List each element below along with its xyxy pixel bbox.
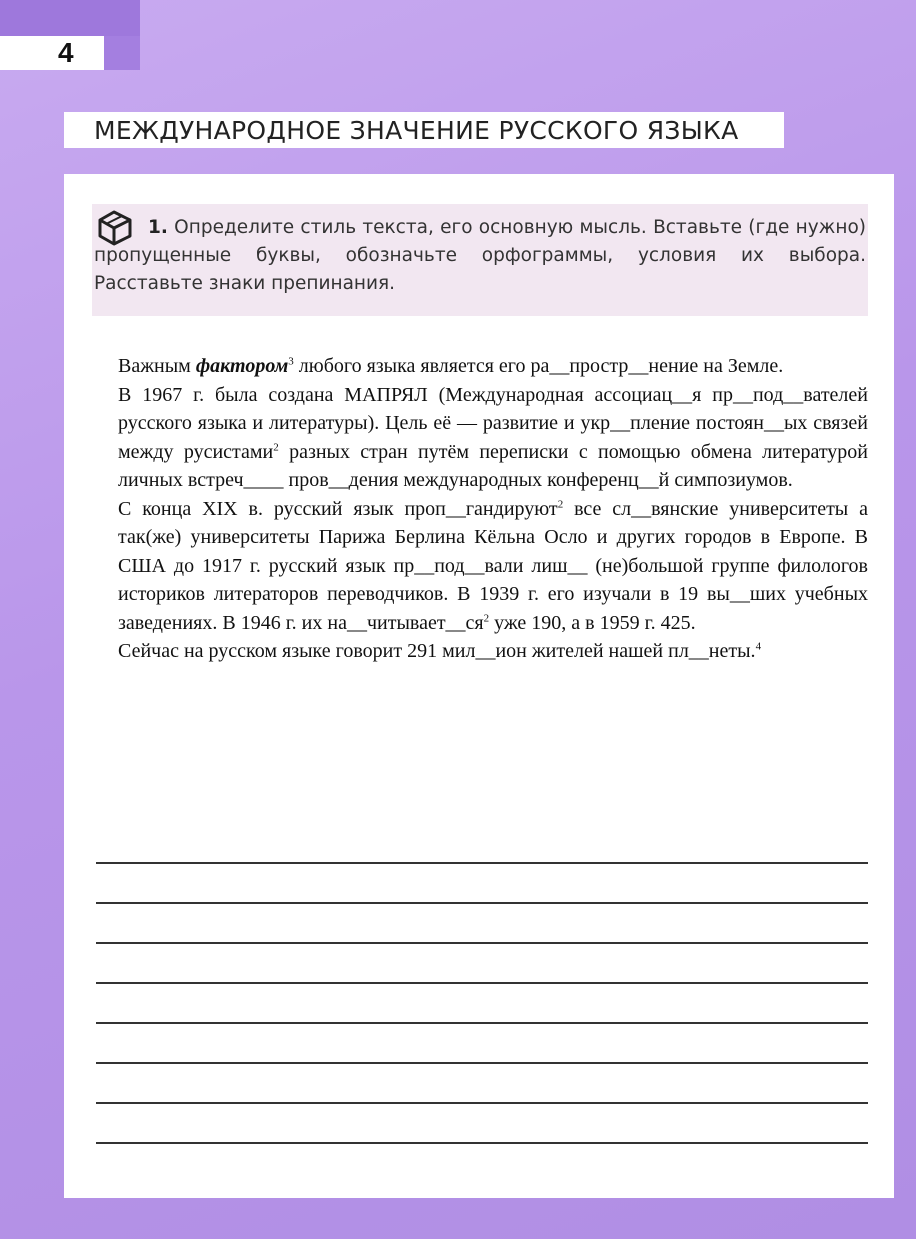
writing-lines[interactable]	[96, 862, 868, 1182]
paragraph-3	[118, 495, 868, 638]
text-run: уже 190, а в 1959 г. 425.	[489, 611, 696, 634]
footnote-mark: 4	[755, 640, 762, 653]
footnote-mark: 2	[557, 497, 564, 510]
italic-word: фактором	[195, 355, 289, 377]
page-number-bar	[0, 36, 140, 70]
writing-line[interactable]	[96, 1062, 868, 1064]
task-number: 1.	[148, 217, 168, 238]
exercise-text	[118, 352, 868, 666]
text-run: Сейчас на русском языке говорит 291 мил__ион жителей нашей пл__неты.	[118, 640, 756, 662]
text-run: В 1967 г. была создана МАПРЯЛ (Международная ассоциац__я пр__под__вателей русского языка и литературы). Цель её — развитие и укр__пление постоян__ых связей между русистами	[118, 383, 868, 463]
text-run: С конца XIX в. русский язык проп__гандируют	[118, 497, 558, 520]
paragraph-1	[118, 352, 868, 381]
text-run: Важным	[118, 355, 196, 377]
writing-line[interactable]	[96, 902, 868, 904]
writing-line[interactable]	[96, 982, 868, 984]
writing-line[interactable]	[96, 1142, 868, 1144]
title-box	[64, 112, 784, 148]
text-run: разных стран путём переписки с помощью обмена литературой личных встреч____ пров__дения международных конференц__й симпозиумов.	[118, 440, 868, 491]
writing-line[interactable]	[96, 1102, 868, 1104]
page-number-accent	[104, 36, 140, 70]
paragraph-4	[118, 637, 868, 666]
task-box	[92, 204, 868, 316]
page-title: МЕЖДУНАРОДНОЕ ЗНАЧЕНИЕ РУССКОГО ЯЗЫКА	[94, 116, 739, 145]
writing-line[interactable]	[96, 862, 868, 864]
footnote-mark: 2	[483, 611, 490, 624]
text-run: любого языка является его ра__простр__нение на Земле.	[293, 355, 784, 377]
worksheet	[64, 174, 894, 1198]
paragraph-2	[118, 381, 868, 495]
writing-line[interactable]	[96, 942, 868, 944]
footnote-mark: 3	[288, 355, 294, 368]
text-run: все сл__вянские университеты а так(же) университеты Парижа Берлина Кёльна Осло и других городов в Европе. В США до 1917 г. русский язык пр__под__вали лиш__ (не)большой группе филологов историков литераторов переводчиков. В 1939 г. его изучали в 19 вы__ших учебных заведениях. В 1946 г. их на__читывает__ся	[118, 497, 868, 634]
page-number: 4	[58, 37, 74, 68]
footnote-mark: 2	[273, 440, 279, 453]
task-instruction	[94, 214, 866, 298]
writing-line[interactable]	[96, 1022, 868, 1024]
page-corner-strip	[0, 0, 140, 36]
task-text: Определите стиль текста, его основную мысль. Вставьте (где нужно) пропущенные буквы, обозначьте орфограммы, условия их выбора. Расставьте знаки препинания.	[94, 217, 866, 294]
